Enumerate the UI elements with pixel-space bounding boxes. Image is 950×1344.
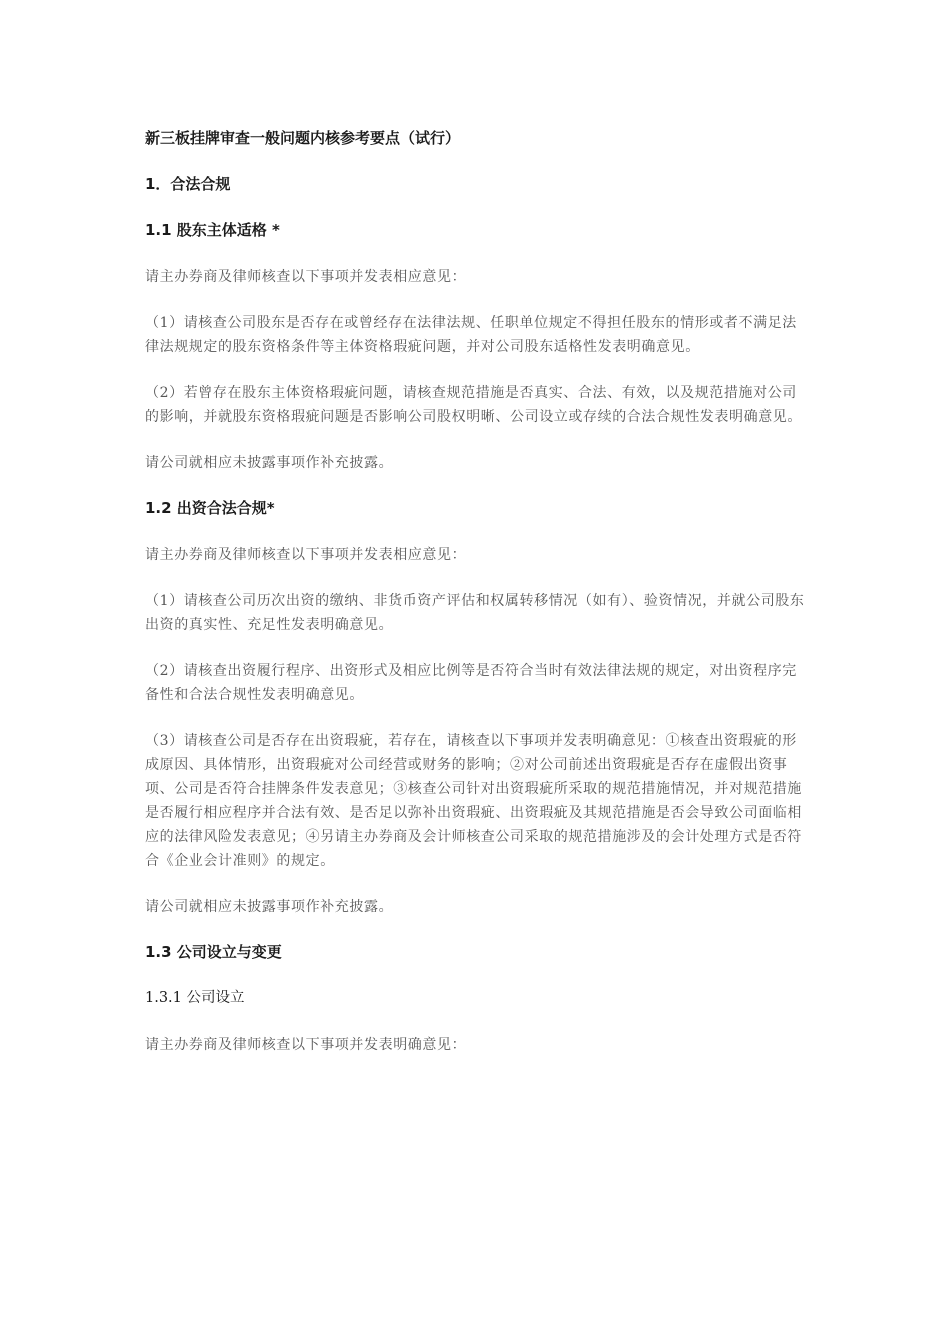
- section-heading-1-1: 1.1 股东主体适格 *: [145, 221, 280, 239]
- paragraph-1-2-item-2: （2）请核查出资履行程序、出资形式及相应比例等是否符合当时有效法律法规的规定，对出资程序完备性和合法合规性发表明确意见。: [145, 663, 797, 703]
- paragraph-1-2-item-1: （1）请核查公司历次出资的缴纳、非货币资产评估和权属转移情况（如有）、验资情况，并就公司股东出资的真实性、充足性发表明确意见。: [145, 593, 805, 633]
- section-heading-1-3: 1.3 公司设立与变更: [145, 943, 282, 961]
- paragraph-1-1-item-1: （1）请核查公司股东是否存在或曾经存在法律法规、任职单位规定不得担任股东的情形或者不满足法律法规规定的股东资格条件等主体资格瑕疵问题，并对公司股东适格性发表明确意见。: [145, 315, 797, 355]
- paragraph-1-1-disclosure: 请公司就相应未披露事项作补充披露。: [145, 455, 394, 471]
- paragraph-1-1-intro: 请主办券商及律师核查以下事项并发表相应意见：: [145, 269, 467, 285]
- section-heading-1-3-1: 1.3.1 公司设立: [145, 990, 245, 1006]
- document-title: 新三板挂牌审查一般问题内核参考要点（试行）: [145, 129, 461, 147]
- paragraph-1-2-intro: 请主办券商及律师核查以下事项并发表相应意见：: [145, 547, 467, 563]
- section-heading-1: 1．合法合规: [145, 175, 231, 193]
- paragraph-1-1-item-2: （2）若曾存在股东主体资格瑕疵问题，请核查规范措施是否真实、合法、有效，以及规范措施对公司的影响，并就股东资格瑕疵问题是否影响公司股权明晰、公司设立或存续的合法合规性发表明确意见。: [145, 385, 802, 425]
- paragraph-1-2-item-3: （3）请核查公司是否存在出资瑕疵，若存在，请核查以下事项并发表明确意见：①核查出资瑕疵的形成原因、具体情形，出资瑕疵对公司经营或财务的影响；②对公司前述出资瑕疵是否存在虚假出资事项、公司是否符合挂牌条件发表意见；③核查公司针对出资瑕疵所采取的规范措施情况，并对规范措施是否履行相应程序并合法有效、是否足以弥补出资瑕疵、出资瑕疵及其规范措施是否会导致公司面临相应的法律风险发表意见；④另请主办券商及会计师核查公司采取的规范措施涉及的会计处理方式是否符合《企业会计准则》的规定。: [145, 733, 802, 869]
- paragraph-1-3-1-intro: 请主办券商及律师核查以下事项并发表明确意见：: [145, 1037, 467, 1053]
- section-heading-1-2: 1.2 出资合法合规*: [145, 499, 275, 517]
- paragraph-1-2-disclosure: 请公司就相应未披露事项作补充披露。: [145, 899, 394, 915]
